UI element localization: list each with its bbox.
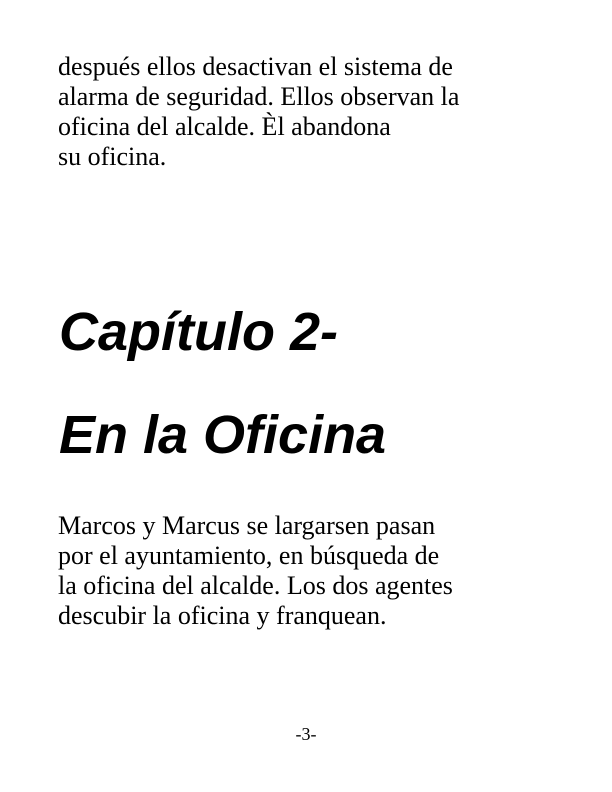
paragraph-line: su oficina. (58, 142, 167, 171)
paragraph-line: después ellos desactivan el sistema de (58, 52, 453, 81)
paragraph-line: la oficina del alcalde. Los dos agentes (58, 571, 453, 600)
paragraph-2 (58, 511, 453, 631)
page-number: -3- (295, 724, 317, 744)
paragraph-line: alarma de seguridad. Ellos observan la (58, 82, 460, 111)
paragraph-1 (58, 52, 459, 172)
paragraph-line: oficina del alcalde. Èl abandona (58, 112, 391, 141)
paragraph-line: Marcos y Marcus se largarsen pasan (58, 511, 436, 540)
paragraph-line: por el ayuntamiento, en búsqueda de (58, 541, 440, 570)
paragraph-line: descubir la oficina y franquean. (58, 601, 387, 630)
chapter-title-heading: En la Oficina (59, 405, 387, 465)
chapter-number-heading: Capítulo 2- (59, 302, 338, 362)
